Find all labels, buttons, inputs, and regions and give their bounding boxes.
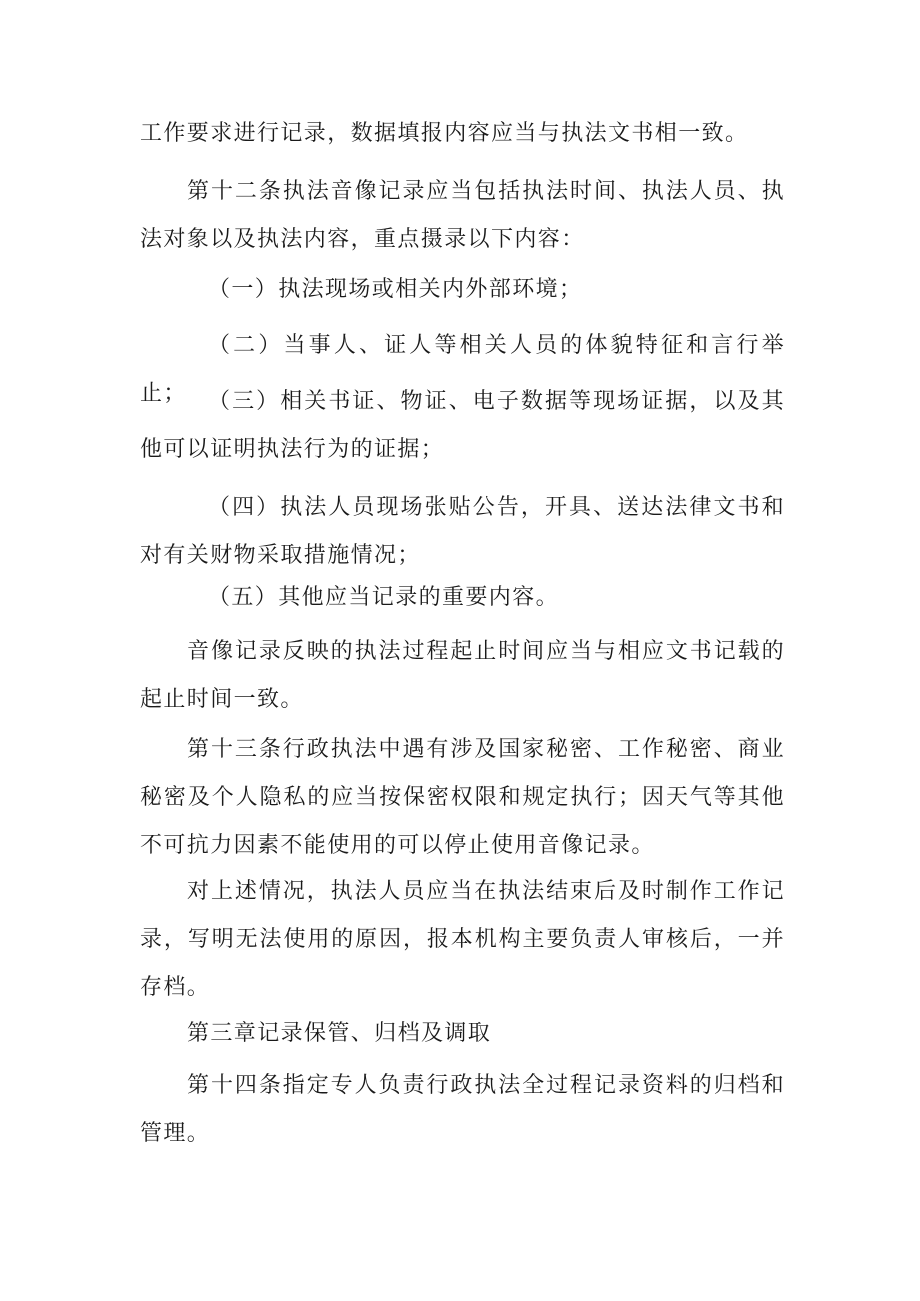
article-14: 第十四条指定专人负责行政执法全过程记录资料的归档和管理。	[140, 1073, 785, 1146]
list-item-1: （一）执法现场或相关内外部环境；	[208, 277, 583, 302]
article-12: 第十二条执法音像记录应当包括执法时间、执法人员、执法对象以及执法内容，重点摄录以下内容：	[140, 179, 785, 252]
article-13: 第十三条行政执法中遇有涉及国家秘密、工作秘密、商业秘密及个人隐私的应当按保密权限和规定执行；因天气等其他不可抗力因素不能使用的可以停止使用音像记录。	[140, 737, 785, 858]
paragraph-work-record: 对上述情况，执法人员应当在执法结束后及时制作工作记录，写明无法使用的原因，报本机构主要负责人审核后，一并存档。	[140, 879, 785, 1000]
chapter-3-heading: 第三章记录保管、归档及调取	[187, 1021, 492, 1046]
paragraph-continuation: 工作要求进行记录，数据填报内容应当与执法文书相一致。	[140, 121, 749, 146]
paragraph-time-consistency: 音像记录反映的执法过程起止时间应当与相应文书记载的起止时间一致。	[140, 639, 785, 712]
list-item-4: （四）执法人员现场张贴公告，开具、送达法律文书和对有关财物采取措施情况；	[140, 495, 785, 568]
list-item-3: （三）相关书证、物证、电子数据等现场证据，以及其他可以证明执法行为的证据；	[140, 389, 785, 462]
list-item-2: （二）当事人、证人等相关人员的体貌特征和言行举止；	[140, 333, 785, 406]
list-item-5: （五）其他应当记录的重要内容。	[208, 585, 560, 610]
